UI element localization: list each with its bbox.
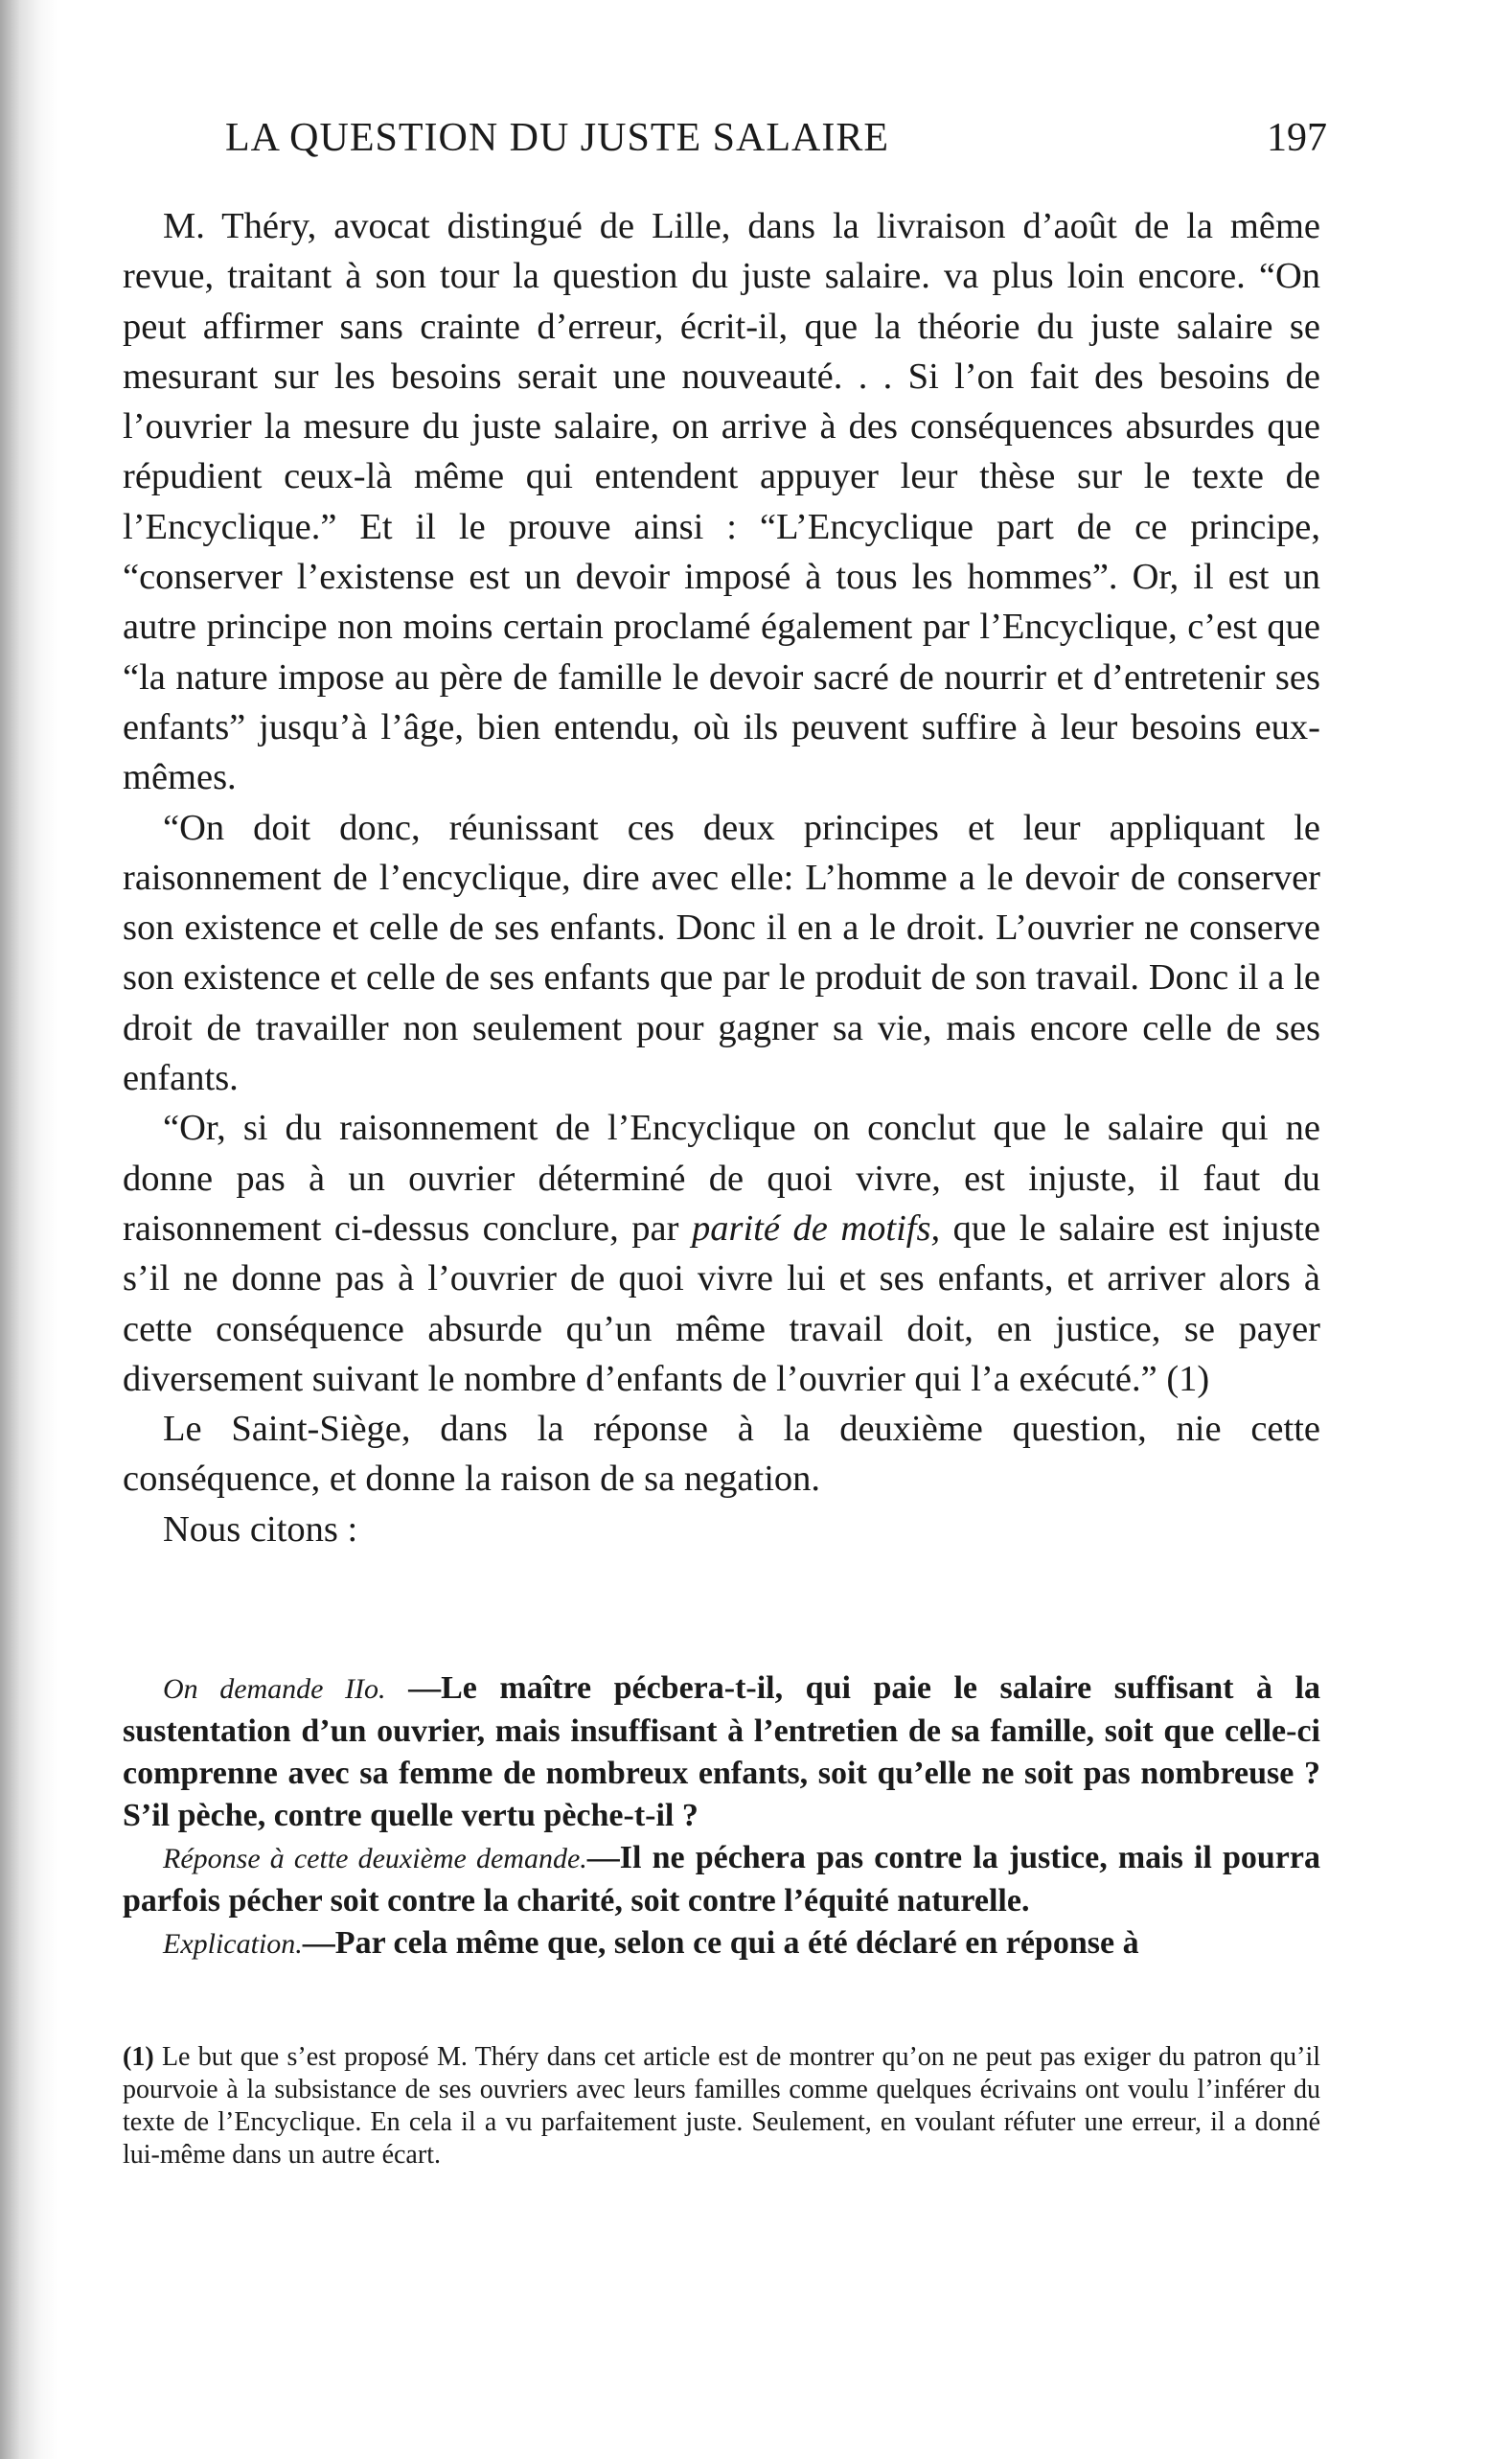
quote-explanation-text: —Par cela même que, selon ce qui a été déclaré en réponse à: [302, 1925, 1139, 1961]
quoted-document: [123, 1667, 1320, 1965]
paragraph-3-text-after: que le salaire est injuste s’il ne donne pas à l’ouvrier de quoi vivre lui et ses enfants, et arriver alors à cette conséquence absurde qu’un même travail doit, en justice, se payer diversement suivant le nombre d’enfants de l’ouvrier qui l’a exécuté.” (1): [123, 1207, 1320, 1399]
quote-question-text: —Le maître pécbera-t-il, qui paie le salaire suffisant à la sustentation d’un ouvrier, mais insuffisant à l’entretien de sa famille, soit que celle-ci comprenne avec sa femme de nombreux enfants, soit qu’elle ne soit pas nombreuse ? S’il pèche, contre quelle vertu pèche-t-il ?: [123, 1670, 1320, 1833]
footnotes: [123, 2041, 1320, 2172]
quote-question: [123, 1667, 1320, 1837]
footnote-1: [123, 2041, 1320, 2172]
paragraph-3: [123, 1103, 1320, 1404]
scanned-page-edge-shadow: [0, 0, 57, 2459]
paragraph-3-italic: parité de motifs,: [691, 1207, 941, 1249]
quote-answer-label: Réponse à cette deuxième demande.: [163, 1843, 587, 1874]
paragraph-3-text-before: “Or, si du raisonnement de l’Encyclique on conclut que le salaire qui ne donne pas à un ouvrier déterminé de quoi vivre, est injuste, il faut du raisonnement ci-dessus conclure, par: [123, 1108, 1320, 1249]
page-header: [225, 115, 1327, 172]
body-text: [123, 201, 1320, 1554]
quote-explanation-label: Explication.: [163, 1928, 303, 1960]
paragraph-2: “On doit donc, réunissant ces deux principes et leur appliquant le raisonnement de l’encyclique, dire avec elle: L’homme a le devoir de conserver son existence et celle de ses enfants. Donc il en a le droit. L’ouvrier ne conserve son existence et celle de ses enfants que par le produit de son travail. Donc il a le droit de travailler non seulement pour gagner sa vie, mais encore celle de ses enfants.: [123, 807, 1320, 1099]
footnote-text: Le but que s’est proposé M. Théry dans cet article est de montrer qu’on ne peut pas exiger du patron qu’il pourvoie à la subsistance de ses ouvriers avec leurs familles comme quelques écrivains ont voulu l’inférer du texte de l’Encyclique. En cela il a vu parfaitement juste. Seulement, en voulant réfuter une erreur, il a donné lui-même dans un autre écart.: [123, 2042, 1321, 2170]
paragraph-5: Nous citons :: [163, 1508, 358, 1550]
quote-answer: [123, 1837, 1320, 1922]
quote-answer-text: —Il ne péchera pas contre la justice, mais il pourra parfois pécher soit contre la charité, soit contre l’équité naturelle.: [123, 1840, 1320, 1919]
quote-question-label: On demande IIo.: [163, 1673, 386, 1705]
quote-explanation: [123, 1922, 1320, 1965]
running-title: LA QUESTION DU JUSTE SALAIRE: [225, 116, 889, 160]
page-number: 197: [1267, 116, 1327, 160]
footnote-marker: (1): [123, 2042, 154, 2072]
paragraph-4: Le Saint-Siège, dans la réponse à la deuxième question, nie cette conséquence, et donne la raison de sa negation.: [123, 1409, 1320, 1500]
paragraph-1: M. Théry, avocat distingué de Lille, dans la livraison d’août de la même revue, traitant à son tour la question du juste salaire. va plus loin encore. “On peut affirmer sans crainte d’erreur, écrit-il, que la théorie du juste salaire se mesurant sur les besoins serait une nouveauté. . . Si l’on fait des besoins de l’ouvrier la mesure du juste salaire, on arrive à des conséquences absurdes que répudient ceux-là même qui entendent appuyer leur thèse sur le texte de l’Encyclique.” Et il le prouve ainsi : “L’Encyclique part de ce principe, “conserver l’existense est un devoir imposé à tous les hommes”. Or, il est un autre principe non moins certain proclamé également par l’Encyclique, c’est que “la nature impose au père de famille le devoir sacré de nourrir et d’entretenir ses enfants” jusqu’à l’âge, bien entendu, où ils peuvent suffire à leur besoins eux-mêmes.: [123, 206, 1320, 798]
